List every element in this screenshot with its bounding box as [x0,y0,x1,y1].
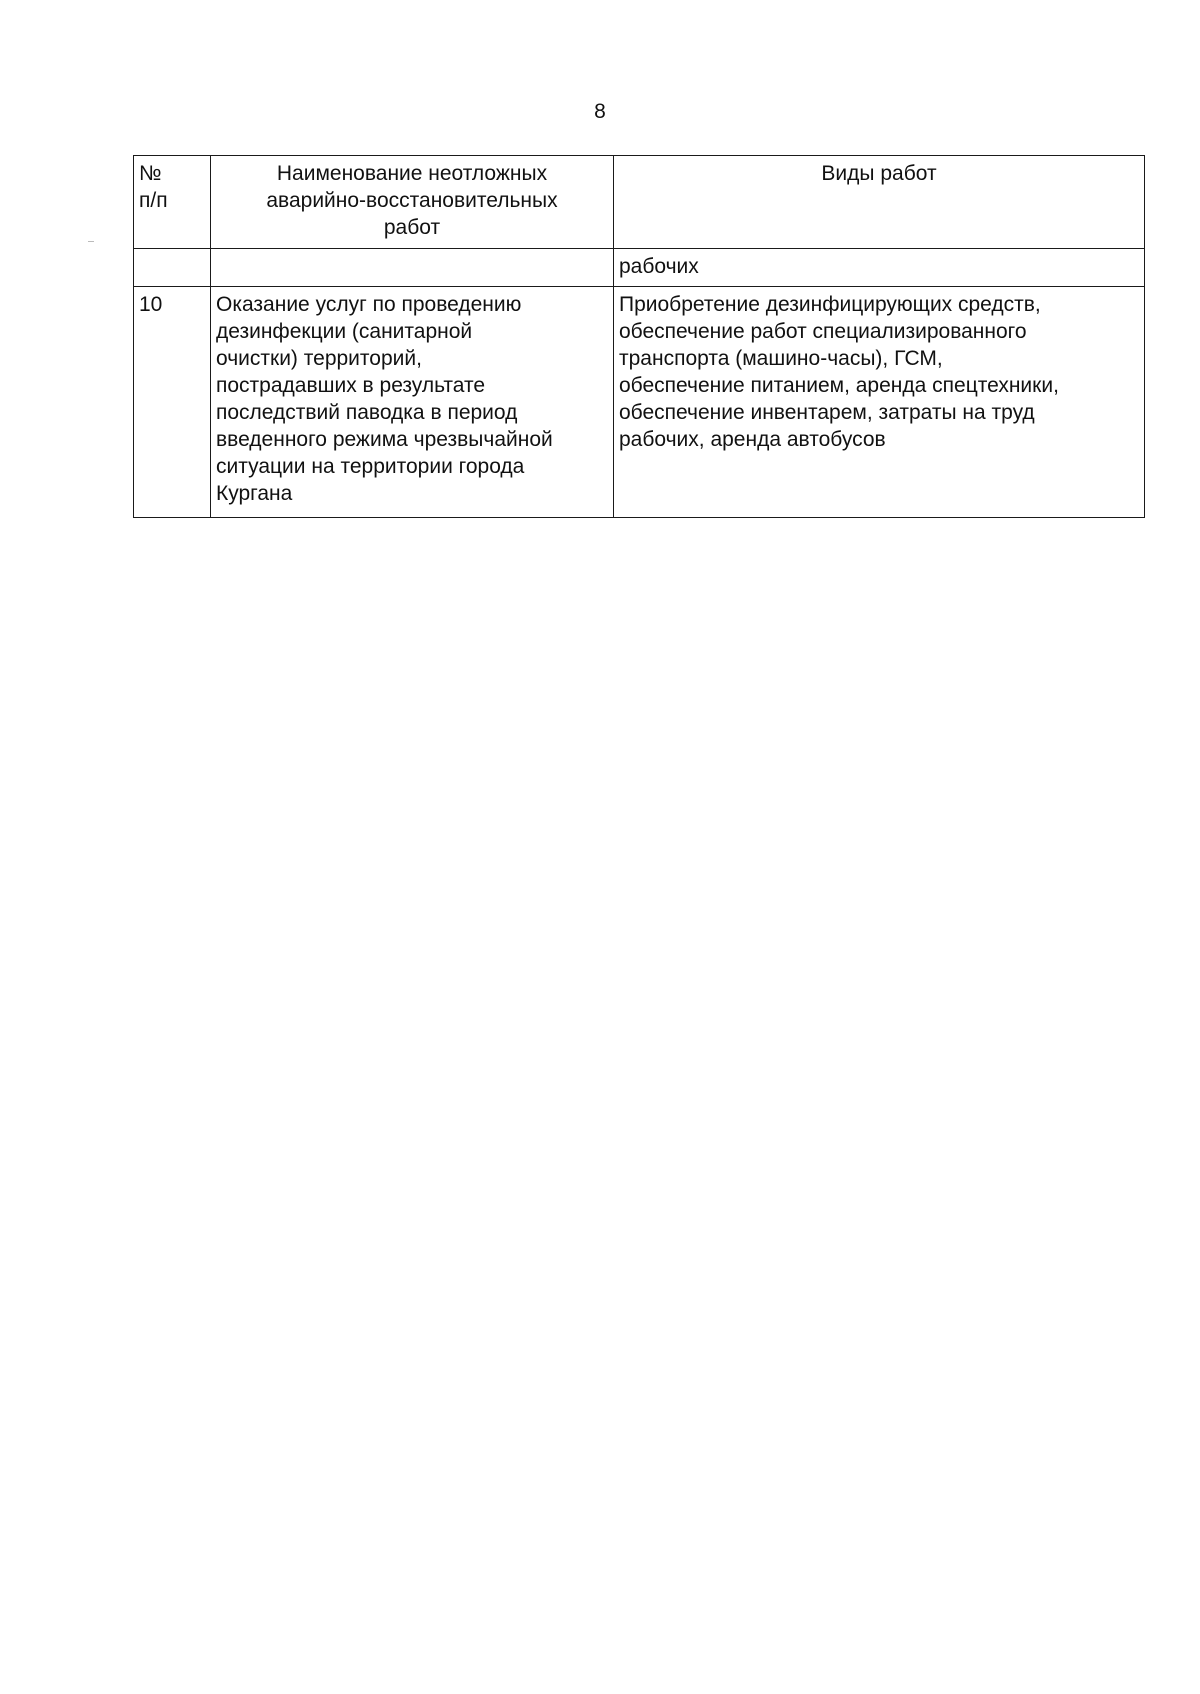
header-name-cell: Наименование неотложных аварийно-восстановительных работ [211,156,614,249]
works-table [133,155,1145,518]
page-number: 8 [594,100,606,123]
row-number-cell: 10 [134,287,211,518]
continuation-number-cell [134,249,211,287]
header-kind-cell: Виды работ [614,156,1145,249]
table-header-row [134,156,1145,249]
header-number-cell: № п/п [134,156,211,249]
row-name-cell: Оказание услуг по проведению дезинфекции (санитарной очистки) территорий, пострадавших в результате последствий паводка в период введенного режима чрезвычайной ситуации на территории города Кургана [211,287,614,518]
table-row [134,287,1145,518]
continuation-name-cell [211,249,614,287]
continuation-row [134,249,1145,287]
continuation-kind-cell: рабочих [614,249,1145,287]
row-kind-cell: Приобретение дезинфицирующих средств, обеспечение работ специализированного транспорта (машино-часы), ГСМ, обеспечение питанием, аренда спецтехники, обеспечение инвентарем, затраты на труд рабочих, аренда автобусов [614,287,1145,518]
scan-edge-mark [88,241,94,242]
